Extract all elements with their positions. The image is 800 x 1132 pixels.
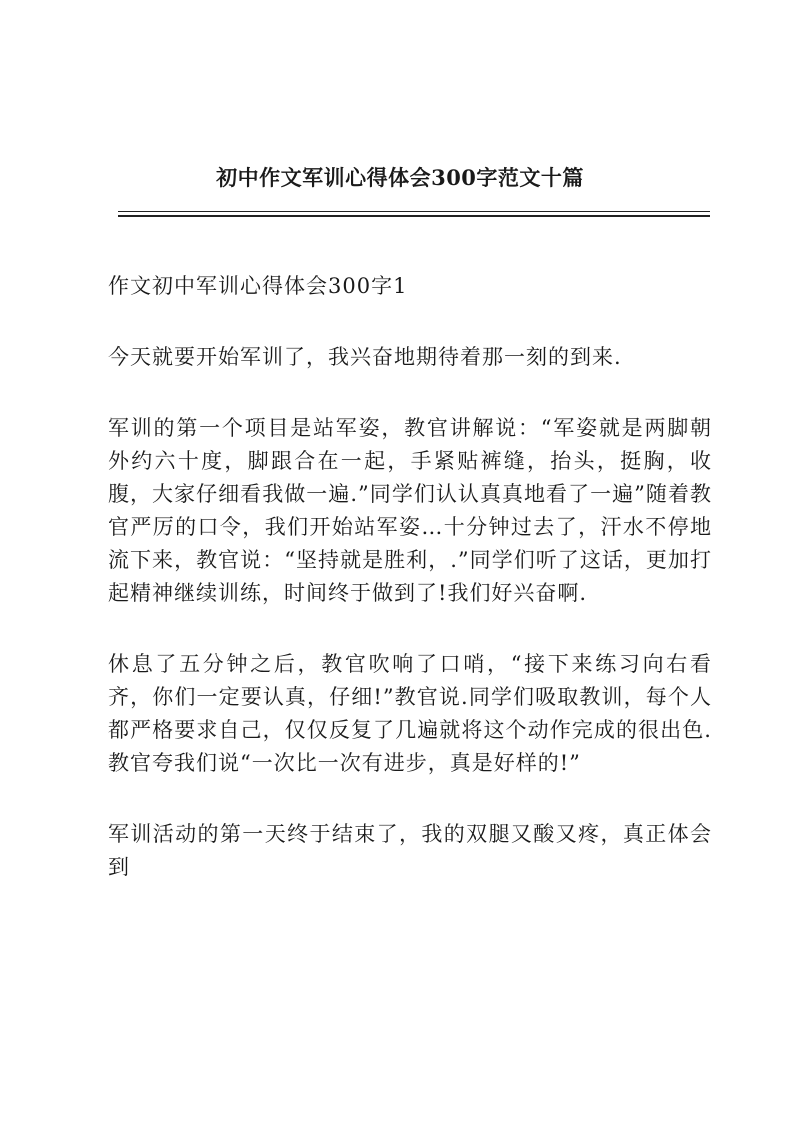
paragraph-1: 今天就要开始军训了，我兴奋地期待着那一刻的到来.	[108, 345, 622, 369]
document-title: 初中作文军训心得体会300字范文十篇	[216, 165, 584, 190]
document-body	[108, 270, 712, 922]
title-divider-thin	[118, 211, 710, 212]
paragraph-2: 军训的第一个项目是站军姿，教官讲解说：“军姿就是两脚朝外约六十度，脚跟合在一起，手紧贴裤缝，抬头，挺胸，收腹，大家仔细看我做一遍.”同学们认认真真地看了一遍”随着教官严厉的口令，我们开始站军姿…十分钟过去了，汗水不停地流下来，教官说：“坚持就是胜利，.”同学们听了这话，更加打起精神继续训练，时间终于做到了!我们好兴奋啊.	[108, 416, 712, 605]
paragraph-3: 休息了五分钟之后，教官吹响了口哨，“接下来练习向右看齐，你们一定要认真，仔细!”教官说.同学们吸取教训，每个人都严格要求自己，仅仅反复了几遍就将这个动作完成的很出色.教官夸我们说“一次比一次有进步，真是好样的!”	[108, 652, 712, 775]
paragraph-4: 军训活动的第一天终于结束了，我的双腿又酸又疼，真正体会到	[108, 822, 712, 879]
essay-heading: 作文初中军训心得体会300字1	[108, 274, 408, 298]
title-divider-thick	[118, 215, 710, 217]
